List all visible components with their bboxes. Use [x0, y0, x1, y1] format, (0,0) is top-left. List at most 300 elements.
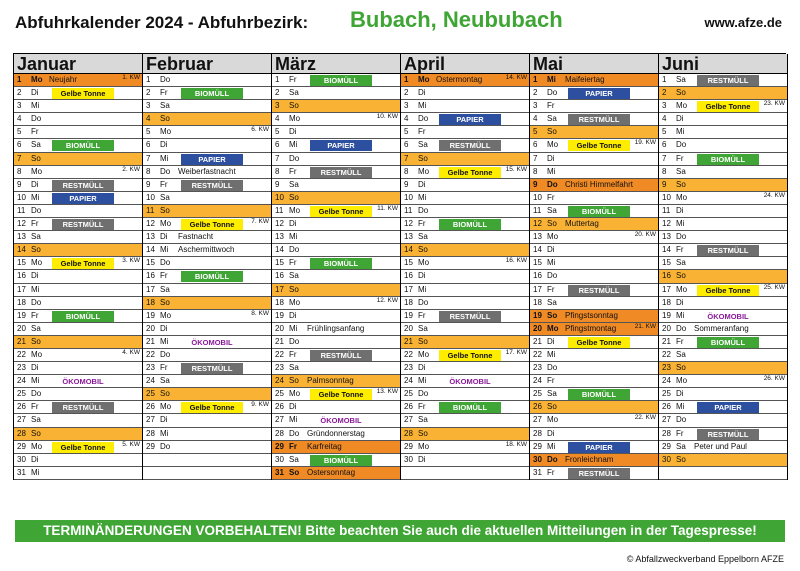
day-note: Pfingstmontag: [565, 323, 617, 333]
day-cell: [530, 310, 658, 323]
weekday: Fr: [289, 258, 297, 268]
day-cell: [272, 310, 400, 323]
day-number: 28: [404, 428, 413, 438]
weekday: Mo: [676, 376, 688, 386]
day-cell: [272, 414, 400, 427]
day-cell: [530, 297, 658, 310]
day-note: Frühlingsanfang: [307, 323, 365, 333]
weekday: Mo: [418, 166, 430, 176]
weekday: Mo: [31, 166, 43, 176]
weekday: Mi: [160, 428, 169, 438]
weekday: Mo: [418, 441, 430, 451]
pickup-bio-badge: BIOMÜLL: [52, 140, 114, 151]
day-cell: [143, 441, 271, 454]
calendar-week: 25. KW: [763, 283, 785, 291]
day-number: 16: [404, 271, 413, 281]
pickup-gelb-badge: Gelbe Tonne: [52, 88, 114, 99]
day-note: Palmsonntag: [307, 376, 354, 386]
weekday: Mo: [31, 258, 43, 268]
day-number: 24: [404, 376, 413, 386]
day-cell: [143, 113, 271, 126]
day-cell: [530, 441, 658, 454]
weekday: Di: [418, 454, 426, 464]
day-number: 8: [662, 166, 667, 176]
pickup-bio-badge: BIOMÜLL: [310, 75, 372, 86]
day-cell: [272, 100, 400, 113]
day-number: 3: [17, 101, 22, 111]
weekday: Mo: [547, 232, 559, 242]
weekday: Fr: [160, 271, 168, 281]
weekday: So: [547, 402, 557, 412]
calendar-week: 9. KW: [251, 401, 269, 409]
day-cell: [272, 87, 400, 100]
day-number: 18: [146, 297, 155, 307]
day-number: 28: [533, 428, 542, 438]
day-cell: [272, 270, 400, 283]
day-cell: [143, 362, 271, 375]
pickup-gelb-badge: Gelbe Tonne: [568, 140, 630, 151]
weekday: Di: [31, 454, 39, 464]
day-cell: [143, 323, 271, 336]
weekday: Do: [547, 454, 558, 464]
weekday: Mo: [160, 310, 172, 320]
day-note: Gründonnerstag: [307, 428, 365, 438]
calendar-week: 16. KW: [505, 257, 527, 265]
day-number: 6: [533, 140, 538, 150]
day-cell: [14, 257, 142, 270]
weekday: Di: [547, 336, 555, 346]
calendar-week: 8. KW: [251, 309, 269, 317]
day-cell: [14, 310, 142, 323]
day-cell: [530, 284, 658, 297]
weekday: Mi: [289, 415, 298, 425]
pickup-rest-badge: RESTMÜLL: [310, 350, 372, 361]
day-cell: [401, 349, 529, 362]
day-number: 30: [275, 454, 284, 464]
day-number: 9: [404, 179, 409, 189]
day-cell: [530, 87, 658, 100]
day-note: Karfreitag: [307, 441, 342, 451]
day-cell: [14, 231, 142, 244]
day-number: 16: [146, 271, 155, 281]
weekday: Di: [547, 428, 555, 438]
calendar-grid: [13, 53, 786, 480]
weekday: Mi: [676, 310, 685, 320]
pickup-rest-badge: RESTMÜLL: [181, 363, 243, 374]
day-cell: [530, 126, 658, 139]
day-number: 22: [146, 349, 155, 359]
pickup-rest-badge: RESTMÜLL: [568, 468, 630, 479]
day-number: 14: [404, 245, 413, 255]
weekday: Mi: [418, 284, 427, 294]
weekday: Fr: [547, 284, 555, 294]
header: [12, 4, 788, 44]
day-number: 6: [17, 140, 22, 150]
day-cell: [401, 375, 529, 388]
weekday: Sa: [289, 179, 299, 189]
day-number: 8: [533, 166, 538, 176]
day-cell: [272, 113, 400, 126]
day-number: 2: [146, 88, 151, 98]
weekday: Fr: [676, 153, 684, 163]
weekday: Fr: [289, 75, 297, 84]
weekday: Do: [547, 363, 558, 373]
calendar-week: 12. KW: [376, 296, 398, 304]
day-number: 26: [662, 402, 671, 412]
weekday: Di: [31, 271, 39, 281]
weekday: Mo: [676, 192, 688, 202]
day-cell: [272, 231, 400, 244]
pickup-bio-badge: BIOMÜLL: [697, 154, 759, 165]
day-number: 25: [275, 389, 284, 399]
day-number: 9: [662, 179, 667, 189]
month-name: Juni: [659, 54, 787, 74]
weekday: Di: [160, 323, 168, 333]
pickup-gelb-badge: Gelbe Tonne: [181, 402, 243, 413]
weekday: Mo: [160, 219, 172, 229]
day-number: 7: [533, 153, 538, 163]
day-note: Neujahr: [49, 75, 78, 84]
weekday: Mi: [418, 376, 427, 386]
pickup-oeko-badge: ÖKOMOBIL: [320, 416, 362, 426]
day-cell: [401, 179, 529, 192]
day-number: 10: [17, 192, 26, 202]
calendar-week: 7. KW: [251, 218, 269, 226]
day-number: 26: [17, 402, 26, 412]
day-number: 6: [404, 140, 409, 150]
month-column: [401, 54, 530, 480]
day-cell: [14, 205, 142, 218]
day-cell: [143, 284, 271, 297]
day-number: 12: [662, 219, 671, 229]
day-number: 22: [662, 349, 671, 359]
day-number: 22: [404, 349, 413, 359]
day-number: 3: [662, 101, 667, 111]
weekday: Do: [418, 389, 429, 399]
website-link[interactable]: www.afze.de: [704, 15, 782, 30]
weekday: Fr: [676, 336, 684, 346]
weekday: Mo: [31, 349, 43, 359]
day-number: 15: [146, 258, 155, 268]
weekday: So: [676, 271, 686, 281]
day-number: 31: [533, 467, 542, 477]
day-cell: [401, 362, 529, 375]
day-cell: [530, 231, 658, 244]
weekday: Mi: [418, 101, 427, 111]
month-name: Februar: [143, 54, 271, 74]
day-number: 9: [533, 179, 538, 189]
day-cell: [530, 467, 658, 480]
day-cell: [530, 166, 658, 179]
weekday: Mo: [676, 284, 688, 294]
day-cell: [14, 179, 142, 192]
day-cell: [143, 270, 271, 283]
day-cell: [272, 349, 400, 362]
weekday: Sa: [676, 349, 686, 359]
day-number: 14: [533, 245, 542, 255]
weekday: So: [676, 363, 686, 373]
weekday: Do: [31, 297, 42, 307]
day-cell: [659, 375, 787, 388]
month-name: März: [272, 54, 400, 74]
day-note: Ostermontag: [436, 75, 483, 84]
weekday: Do: [547, 179, 558, 189]
weekday: So: [160, 205, 170, 215]
day-cell: [530, 74, 658, 87]
day-number: 19: [146, 310, 155, 320]
weekday: Mi: [31, 376, 40, 386]
day-number: 24: [146, 376, 155, 386]
calendar-week: 11. KW: [377, 204, 398, 212]
weekday: Mi: [676, 127, 685, 137]
day-number: 7: [404, 153, 409, 163]
weekday: Fr: [676, 428, 684, 438]
day-cell: [659, 218, 787, 231]
calendar-week: 2. KW: [122, 165, 140, 173]
day-number: 18: [662, 297, 671, 307]
day-number: 3: [404, 101, 409, 111]
calendar-week: 22. KW: [634, 414, 656, 422]
weekday: Sa: [418, 140, 428, 150]
day-cell: [143, 179, 271, 192]
day-cell: [530, 428, 658, 441]
calendar-week: 15. KW: [505, 165, 527, 173]
weekday: Fr: [547, 376, 555, 386]
weekday: Di: [289, 127, 297, 137]
month-column: [143, 54, 272, 480]
pickup-rest-badge: RESTMÜLL: [52, 180, 114, 191]
weekday: Di: [547, 153, 555, 163]
day-cell: [659, 362, 787, 375]
calendar-week: 24. KW: [763, 191, 785, 199]
weekday: Mi: [676, 219, 685, 229]
day-cell: [272, 375, 400, 388]
day-number: 30: [662, 454, 671, 464]
day-number: 29: [533, 441, 542, 451]
day-cell: [659, 166, 787, 179]
pickup-gelb-badge: Gelbe Tonne: [52, 258, 114, 269]
day-cell: [659, 297, 787, 310]
day-number: 19: [533, 310, 542, 320]
day-number: 28: [17, 428, 26, 438]
day-cell: [530, 323, 658, 336]
day-cell: [530, 401, 658, 414]
pickup-oeko-badge: ÖKOMOBIL: [62, 377, 104, 387]
weekday: Mo: [547, 140, 559, 150]
weekday: Di: [676, 205, 684, 215]
day-number: 10: [404, 192, 413, 202]
pickup-oeko-badge: ÖKOMOBIL: [191, 337, 233, 347]
day-cell: [401, 126, 529, 139]
day-number: 24: [533, 376, 542, 386]
day-cell: [14, 414, 142, 427]
weekday: Mo: [418, 349, 430, 359]
pickup-bio-badge: BIOMÜLL: [181, 88, 243, 99]
weekday: So: [289, 376, 299, 386]
pickup-rest-badge: RESTMÜLL: [439, 140, 501, 151]
day-cell: [272, 362, 400, 375]
day-cell: [272, 336, 400, 349]
day-number: 17: [146, 284, 155, 294]
day-number: 27: [146, 415, 155, 425]
day-cell: [272, 244, 400, 257]
day-number: 23: [17, 363, 26, 373]
weekday: Mi: [160, 153, 169, 163]
weekday: Do: [676, 415, 687, 425]
day-cell: [272, 284, 400, 297]
day-cell: [659, 388, 787, 401]
day-number: 12: [17, 219, 26, 229]
day-cell: [14, 113, 142, 126]
day-cell: [14, 139, 142, 152]
day-cell: [401, 428, 529, 441]
day-cell: [659, 284, 787, 297]
day-number: 11: [533, 205, 542, 215]
day-cell: [530, 270, 658, 283]
weekday: Fr: [547, 467, 555, 477]
weekday: Di: [289, 310, 297, 320]
weekday: Mi: [31, 284, 40, 294]
day-number: 11: [404, 205, 413, 215]
pickup-rest-badge: RESTMÜLL: [181, 180, 243, 191]
month-column: [659, 54, 788, 480]
weekday: Do: [160, 258, 171, 268]
weekday: So: [160, 297, 170, 307]
weekday: Sa: [676, 258, 686, 268]
pickup-bio-badge: BIOMÜLL: [697, 337, 759, 348]
day-number: 8: [146, 166, 151, 176]
day-number: 20: [404, 323, 413, 333]
day-number: 6: [662, 140, 667, 150]
day-cell: [401, 270, 529, 283]
weekday: Di: [418, 88, 426, 98]
day-number: 21: [404, 336, 413, 346]
pickup-rest-badge: RESTMÜLL: [697, 429, 759, 440]
month-name: Januar: [14, 54, 142, 74]
weekday: Mi: [31, 192, 40, 202]
pickup-bio-badge: BIOMÜLL: [568, 389, 630, 400]
day-cell: [659, 428, 787, 441]
day-number: 4: [146, 114, 151, 124]
day-number: 5: [533, 127, 538, 137]
day-number: 16: [662, 271, 671, 281]
day-number: 30: [533, 454, 542, 464]
day-number: 27: [17, 415, 26, 425]
pickup-rest-badge: RESTMÜLL: [568, 114, 630, 125]
weekday: Mo: [289, 389, 301, 399]
weekday: Sa: [31, 415, 41, 425]
day-cell: [530, 218, 658, 231]
day-number: 21: [662, 336, 671, 346]
weekday: Do: [418, 114, 429, 124]
pickup-papier-badge: PAPIER: [52, 193, 114, 204]
pickup-bio-badge: BIOMÜLL: [568, 206, 630, 217]
day-cell: [530, 244, 658, 257]
day-cell: [659, 74, 787, 87]
day-number: 5: [662, 127, 667, 137]
pickup-bio-badge: BIOMÜLL: [439, 402, 501, 413]
weekday: Di: [31, 88, 39, 98]
day-number: 12: [275, 219, 284, 229]
day-note: Christi Himmelfahrt: [565, 179, 634, 189]
weekday: Mi: [547, 75, 556, 84]
day-number: 14: [662, 245, 671, 255]
day-cell: [659, 113, 787, 126]
weekday: Sa: [160, 376, 170, 386]
day-number: 3: [533, 101, 538, 111]
pickup-rest-badge: RESTMÜLL: [568, 285, 630, 296]
weekday: Mo: [160, 402, 172, 412]
day-number: 23: [533, 363, 542, 373]
day-cell: [659, 401, 787, 414]
empty-day-cell: [401, 467, 529, 480]
day-cell: [401, 231, 529, 244]
weekday: Mi: [547, 349, 556, 359]
day-number: 29: [404, 441, 413, 451]
day-cell: [530, 375, 658, 388]
day-number: 30: [17, 454, 26, 464]
weekday: Mo: [31, 441, 43, 451]
weekday: Di: [31, 363, 39, 373]
day-cell: [530, 257, 658, 270]
day-number: 13: [533, 232, 542, 242]
day-cell: [14, 323, 142, 336]
calendar-week: 26. KW: [763, 375, 785, 383]
calendar-week: 4. KW: [122, 348, 140, 356]
day-cell: [401, 87, 529, 100]
day-cell: [143, 388, 271, 401]
weekday: Do: [676, 140, 687, 150]
day-cell: [143, 166, 271, 179]
day-number: 13: [404, 232, 413, 242]
pickup-rest-badge: RESTMÜLL: [52, 402, 114, 413]
day-number: 24: [275, 376, 284, 386]
day-number: 26: [146, 402, 155, 412]
day-number: 10: [662, 192, 671, 202]
weekday: Sa: [31, 232, 41, 242]
day-number: 1: [533, 75, 538, 84]
day-note: Ostersonntag: [307, 467, 356, 477]
weekday: Mo: [547, 323, 559, 333]
weekday: Sa: [418, 323, 428, 333]
day-cell: [659, 454, 787, 467]
weekday: So: [289, 192, 299, 202]
weekday: Di: [676, 114, 684, 124]
day-number: 14: [146, 245, 155, 255]
weekday: Fr: [31, 310, 39, 320]
day-cell: [659, 349, 787, 362]
weekday: Sa: [547, 389, 557, 399]
calendar-week: 18. KW: [505, 440, 527, 448]
weekday: Di: [289, 219, 297, 229]
day-cell: [530, 179, 658, 192]
weekday: Di: [160, 415, 168, 425]
weekday: Fr: [289, 166, 297, 176]
day-cell: [143, 428, 271, 441]
weekday: Mo: [676, 101, 688, 111]
day-cell: [143, 205, 271, 218]
day-number: 13: [662, 232, 671, 242]
day-cell: [143, 297, 271, 310]
day-cell: [14, 375, 142, 388]
weekday: Di: [676, 297, 684, 307]
day-number: 15: [662, 258, 671, 268]
empty-day-cell: [143, 454, 271, 467]
day-number: 20: [275, 323, 284, 333]
day-number: 21: [146, 336, 155, 346]
day-number: 27: [662, 415, 671, 425]
weekday: Sa: [31, 140, 41, 150]
